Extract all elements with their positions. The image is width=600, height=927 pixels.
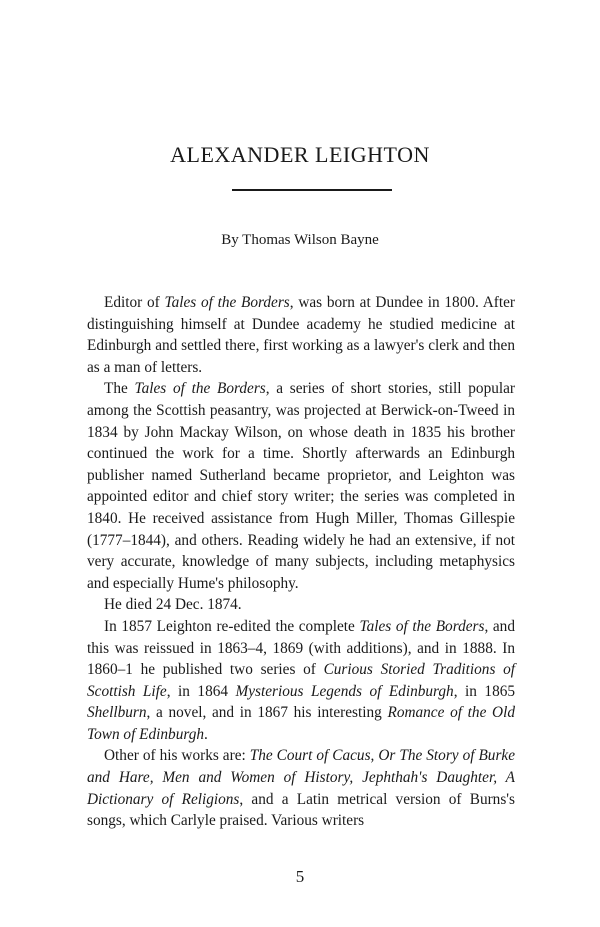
paragraph xyxy=(87,616,515,746)
text-run: The xyxy=(104,380,135,398)
chapter-title: ALEXANDER LEIGHTON xyxy=(170,142,430,167)
body-text xyxy=(87,292,515,832)
text-run: , a series of short stories, still popular among the Scottish peasantry, was projected at Berwick-on-Tweed in 1834 by John Mackay Wilson, on whose death in 1835 his brother continued the work for a time. Shortly afterwards an Edinburgh publisher named Sutherland became proprietor, and Leighton was appointed editor and chief story writer; the series was completed in 1840. He received assistance from Hugh Miller, Thomas Gillespie (1777–1844), and others. Reading widely he had an extensive, if not very accurate, knowledge of many subjects, including metaphysics and especially Hume's philosophy. xyxy=(87,380,515,592)
paragraph xyxy=(87,378,515,594)
text-run: , and a Latin metrical version of Burns's songs, which Carlyle praised. Various writers xyxy=(87,790,515,830)
title-divider xyxy=(232,189,392,191)
text-run: He died 24 Dec. 1874. xyxy=(104,596,242,614)
italic-title: Curious Storied Traditions of Scottish Life xyxy=(87,661,515,700)
text-run: , in 1865 xyxy=(453,682,516,700)
paragraph xyxy=(87,745,515,831)
italic-title: Tales of the Borders xyxy=(134,380,266,398)
paragraph xyxy=(87,292,515,378)
text-run: . xyxy=(204,725,208,743)
paragraph xyxy=(87,594,515,616)
text-run: , and this was reissued in 1863–4, 1869 (with additions), and in 1888. In 1860–1 he published two series of xyxy=(87,617,515,679)
author-byline: By Thomas Wilson Bayne xyxy=(221,232,379,248)
text-run: , a novel, and in 1867 his interesting xyxy=(146,704,388,722)
text-run: , was born at Dundee in 1800. After distinguishing himself at Dundee academy he studied medicine at Edinburgh and settled there, first working as a lawyer's clerk and then as a man of letters. xyxy=(87,294,515,376)
page-number: 5 xyxy=(295,867,305,886)
italic-title: Tales of the Borders xyxy=(164,294,290,311)
text-run: Other of his works are: xyxy=(104,747,250,765)
italic-title: Shellburn xyxy=(87,704,147,722)
italic-title: Romance of the Old Town of Edinburgh xyxy=(87,704,515,743)
text-run: In 1857 Leighton re-edited the complete xyxy=(104,617,360,635)
italic-title: Tales of the Borders xyxy=(359,617,485,635)
italic-title: Mysterious Legends of Edinburgh xyxy=(235,682,454,700)
italic-title: The Court of Cacus, Or The Story of Burke and Hare, Men and Women of History, Jephthah's Daughter, A Dictionary of Religions xyxy=(87,747,515,808)
text-run: Editor of xyxy=(104,294,165,311)
text-run: , in 1864 xyxy=(166,682,236,700)
